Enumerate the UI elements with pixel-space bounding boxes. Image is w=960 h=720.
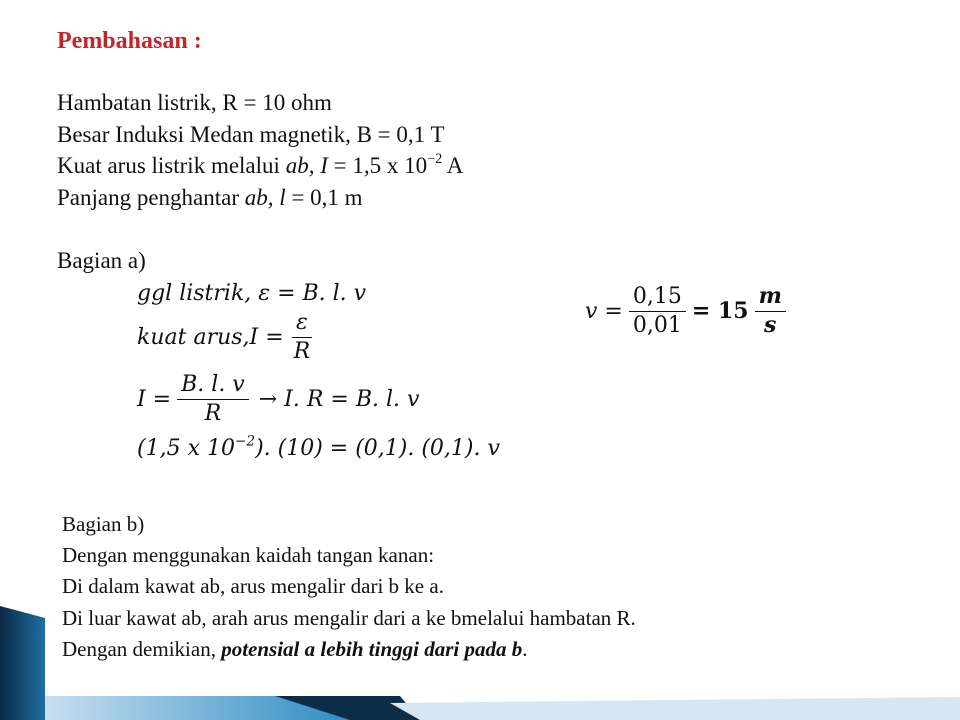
given-current-unit: A [442,153,464,178]
part-b-line-3: Di luar kawat ab, arah arus mengalir dari a ke bmelalui hambatan R. [62,606,636,630]
eq-kuat-arus [137,306,320,368]
eq-result [585,278,792,344]
eq-result-unit-denominator: s [764,311,777,338]
given-resistance: Hambatan listrik, R = 10 ohm [57,90,332,115]
part-b-conclusion-end: . [522,637,528,661]
part-b-conclusion-prefix: Dengan demikian, [62,637,222,661]
given-length-value: = 0,1 m [285,185,363,210]
eq-ggl: ggl listrik, ε = B. l. v [137,281,367,306]
part-b-line-1: Dengan menggunakan kaidah tangan kanan: [62,543,435,567]
eq-result-denominator: 0,01 [632,312,682,338]
given-current-prefix: Kuat arus listrik melalui [57,153,286,178]
eq-ohm-prefix: I = [137,386,172,412]
part-b-conclusion [62,637,528,662]
eq-ohm-fraction [177,373,249,424]
given-magnetic-field: Besar Induksi Medan magnetik, B = 0,1 T [57,122,445,147]
part-b-conclusion-emphasis: potensial a lebih tinggi dari pada b [221,637,523,661]
given-current [57,153,463,179]
given-length [57,185,363,211]
bottom-swoosh-fade [390,697,960,720]
eq-result-unit [755,285,786,336]
eq-substitution-left: (1,5 x 10 [137,436,235,461]
given-current-exponent: −2 [427,151,443,168]
eq-ohm-suffix: → I. R = B. l. v [258,386,420,412]
corner-swoosh-left [0,606,45,720]
eq-result-value: = 15 [691,298,749,324]
given-length-symbol: ab, l [244,185,286,210]
page-title: Pembahasan : [57,28,202,54]
part-b-heading: Bagian b) [62,512,145,536]
eq-result-unit-numerator: m [755,285,786,311]
eq-substitution [137,433,500,461]
eq-ohm-relation [137,367,419,431]
given-length-prefix: Panjang penghantar [57,185,245,210]
eq-result-fraction [629,285,686,336]
eq-substitution-exponent: −2 [234,433,256,450]
eq-kuat-arus-denominator: R [293,338,311,364]
eq-substitution-right: ). (10) = (0,1). (0,1). v [255,436,500,461]
eq-ohm-denominator: R [204,400,222,426]
eq-ohm-numerator: B. l. v [177,373,249,399]
eq-kuat-arus-numerator: ε [292,311,312,337]
part-b-line-2: Di dalam kawat ab, arus mengalir dari b ke a. [62,574,444,598]
eq-result-prefix: v = [585,298,623,324]
given-current-symbol: ab, I [285,153,328,178]
part-a-heading: Bagian a) [57,248,146,273]
eq-kuat-arus-fraction [290,311,315,362]
eq-kuat-arus-prefix: kuat arus,I = [137,324,284,350]
eq-result-numerator: 0,15 [629,285,686,311]
given-current-value: = 1,5 x 10 [327,153,428,178]
